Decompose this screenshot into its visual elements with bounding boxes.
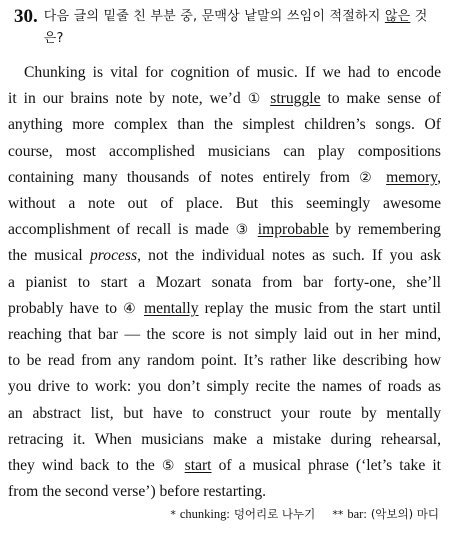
choice-marker-1: ① [247, 91, 264, 108]
footnote-star: * [170, 508, 176, 521]
passage-text: by remembering [328, 221, 441, 239]
passage-text: they wind back to the [8, 457, 162, 475]
passage-line: a pianist to start a Mozart sonata from bar forty-one, she’ll [8, 273, 441, 291]
passage-line: from the second verse’) before restarting. [8, 483, 267, 501]
passage-text: accomplishment of recall is made [8, 221, 236, 239]
footnote-gloss: (악보의) 마디 [370, 507, 439, 521]
passage-text: the musical [8, 247, 90, 265]
passage-line: reaching that bar — the score is not simply laid out in her mind, [8, 326, 441, 344]
choice-word-2: memory [386, 168, 438, 186]
passage-line: you drive to work: you don’t simply recite the names of roads as [8, 378, 441, 396]
passage-text: it in our brains note by note, we’d [8, 90, 248, 108]
passage-line [8, 165, 441, 191]
passage-line: Chunking is vital for cognition of music. If we had to encode [24, 64, 441, 81]
passage-text: probably have to [8, 299, 124, 317]
footnotes [166, 505, 439, 524]
choice-word-1: struggle [270, 90, 321, 108]
question-prompt [44, 6, 441, 50]
passage-line [8, 86, 441, 112]
passage-line [8, 453, 441, 479]
passage-text: , [437, 168, 441, 186]
italic-word: process [89, 247, 138, 265]
passage-text: , not the individual notes as such. If you ask [137, 247, 441, 265]
passage-line [8, 217, 441, 243]
choice-marker-5: ⑤ [161, 458, 178, 475]
footnote-gloss: 덩어리로 나누기 [233, 507, 316, 521]
prompt-text-end: 것은? [43, 9, 428, 46]
footnote-star: ** [332, 508, 344, 521]
passage [8, 60, 441, 505]
passage-line [8, 243, 441, 269]
choice-marker-2: ② [359, 169, 377, 186]
prompt-text: 다음 글의 밑줄 친 부분 중, 문맥상 낱말의 쓰임이 적절하지 [43, 9, 381, 24]
passage-line: course, most accomplished musicians can play compositions [8, 142, 441, 160]
choice-marker-4: ④ [123, 300, 138, 317]
footnote-term: chunking: [179, 507, 230, 521]
choice-word-4: mentally [143, 299, 199, 317]
passage-line: without a note out of place. But this seemingly awesome [8, 195, 441, 213]
choice-word-3: improbable [257, 221, 329, 239]
passage-text: of a musical phrase (‘let’s take it [211, 457, 441, 475]
passage-text: containing many thousands of notes entirely from [8, 168, 360, 186]
passage-line: to be read from any random point. It’s rather like describing how [8, 352, 441, 370]
question-header [14, 6, 441, 50]
choice-word-5: start [184, 457, 212, 475]
passage-line: retracing it. When musicians make a mistake during rehearsal, [8, 430, 441, 448]
footnote-term: bar: [347, 507, 367, 521]
prompt-underlined-word: 않은 [384, 9, 411, 24]
passage-line [8, 296, 441, 322]
passage-text: replay the music from the start until [198, 299, 441, 317]
question-number: 30. [14, 6, 38, 27]
passage-line: anything more complex than the simplest children’s songs. Of [8, 116, 441, 134]
passage-line: an abstract list, but have to construct your route by mentally [8, 404, 441, 422]
passage-text: to make sense of [320, 90, 441, 108]
choice-marker-3: ③ [235, 222, 252, 239]
